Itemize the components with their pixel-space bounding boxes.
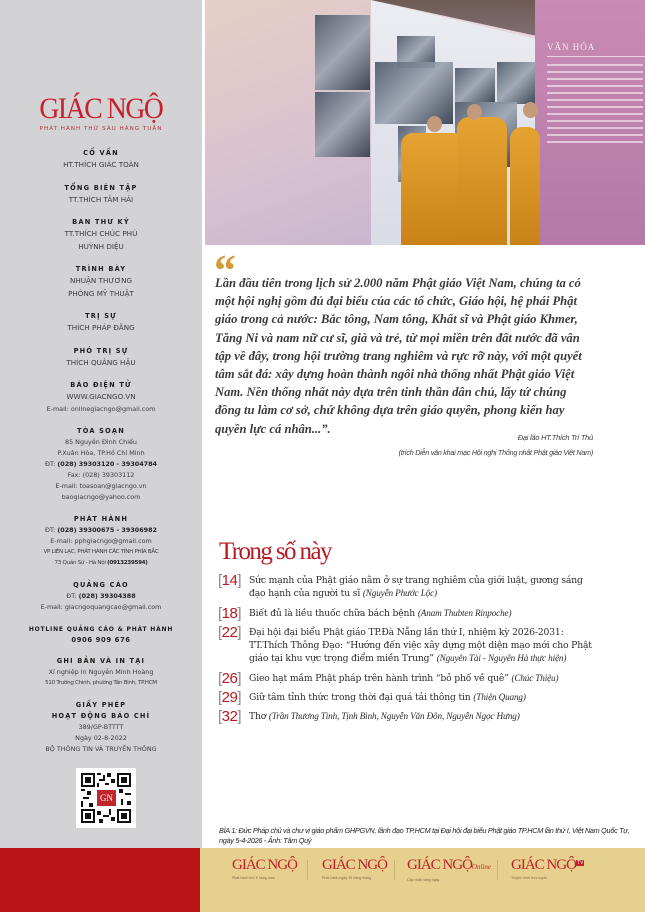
brand-tv[interactable] bbox=[511, 857, 584, 880]
toc-page-number: [32] bbox=[218, 708, 242, 726]
staff-pho-tri-su bbox=[0, 346, 202, 370]
brand-tagline: Truyền hình trực tuyến bbox=[511, 876, 548, 880]
red-band bbox=[0, 848, 200, 912]
toc-title: Trong số này bbox=[219, 538, 331, 565]
address: 73 Quán Sứ - Hà Nội bbox=[54, 559, 108, 566]
brand-divider bbox=[394, 860, 395, 880]
staff-ban-thu-ky bbox=[0, 217, 202, 253]
hotline-number: 0906 909 676 bbox=[71, 635, 131, 644]
staff-heading: BÁO ĐIỆN TỬ bbox=[70, 381, 132, 389]
toc-item[interactable] bbox=[218, 689, 598, 707]
staff-heading: PHÁT HÀNH bbox=[73, 514, 129, 523]
cover-photo bbox=[205, 0, 645, 245]
brand-online[interactable] bbox=[407, 857, 491, 882]
toc-item[interactable] bbox=[218, 604, 598, 622]
panel-divider bbox=[547, 56, 645, 57]
staff-heading: QUẢNG CÁO bbox=[73, 580, 129, 589]
quote-text: Lần đầu tiên trong lịch sử 2.000 năm Phật giáo Việt Nam, chúng ta có một hội nghị gồm đủ đại biểu của các tổ chức, Giáo hội, hệ phái Phật giáo trong cả nước: Bắc tông, Nam tông, Khất sĩ và Phật giáo Khmer, Tăng Ni và nam nữ cư sĩ, già và trẻ, từ mọi miền trên đất nước đã vân tập về đây, trong hội trường trang nghiêm và rực rỡ này, với một quyết tâm sắt đá: xây dựng hoàn thành ngôi nhà thống nhất Phật giáo Việt Nam. Nền thống nhất này dựa trên tinh thần dân chủ, lấy tứ chúng đồng tu làm cơ sở, chứ không dựa trên giáo quyền, phong kiến hay quyền lực cá nhân...”. bbox=[215, 276, 582, 436]
toc-item[interactable] bbox=[218, 708, 598, 726]
staff-line: TT.THÍCH CHÚC PHÚ bbox=[64, 229, 138, 238]
phone-label: ĐT: bbox=[45, 459, 58, 468]
toc-page-number: [14] bbox=[218, 572, 242, 589]
toc-item[interactable] bbox=[218, 574, 598, 601]
staff-heading: TRỊ SỰ bbox=[85, 312, 117, 320]
staff-heading: HOTLINE QUẢNG CÁO & PHÁT HÀNH bbox=[28, 625, 174, 633]
archival-photo bbox=[315, 15, 370, 90]
phone-number: (028) 39303120 - 39304784 bbox=[57, 459, 157, 468]
staff-heading: HOẠT ĐỘNG BÁO CHÍ bbox=[51, 711, 151, 720]
staff-heading: TÒA SOẠN bbox=[77, 426, 125, 435]
staff-giay-phep bbox=[0, 700, 202, 755]
brand-logo: GIÁC NGỘ bbox=[322, 857, 387, 873]
staff-line: PHÒNG MỸ THUẬT bbox=[68, 288, 134, 298]
brand-tagline: Phát hành ngày 15 hàng tháng bbox=[322, 876, 372, 880]
cover-caption: BÌA 1: Đức Pháp chủ và chư vị giáo phẩm GHPGVN, lãnh đạo TP.HCM tại Đại hội đại biểu Phật giáo TP.HCM lần thứ I, Việt Nam Quốc Tự, ngày 5-4-2026 - Ảnh: Tâm Quý bbox=[219, 826, 630, 845]
qr-badge: GN bbox=[97, 790, 116, 806]
toc-item[interactable] bbox=[218, 669, 598, 687]
brand-logo: GIÁC NGỘ bbox=[232, 857, 297, 873]
table-of-contents bbox=[218, 574, 598, 730]
brand-logo: GIÁC NGỘOnline bbox=[407, 857, 491, 873]
toc-item-title: Gieo hạt mầm Phật pháp trên hành trình “bỏ phố về quê” (Chúc Thiệu) bbox=[249, 672, 559, 684]
staff-tri-su bbox=[0, 311, 202, 335]
panel-text-lines bbox=[547, 64, 643, 148]
staff-line: NHUẬN THƯƠNG bbox=[69, 276, 133, 285]
toc-item[interactable] bbox=[218, 623, 598, 666]
staff-line: THÍCH PHÁP ĐĂNG bbox=[67, 323, 135, 332]
staff-line: HT.THÍCH GIÁC TOÀN bbox=[63, 160, 139, 169]
staff-line: 510 Trường Chinh, phường Tân Bình, TP.HCM bbox=[45, 679, 157, 686]
staff-line: THÍCH QUẢNG HẬU bbox=[66, 357, 136, 367]
brand-logo: GIÁC NGỘTV bbox=[511, 857, 584, 873]
brand-divider bbox=[497, 860, 498, 880]
staff-list bbox=[0, 148, 202, 766]
tv-badge-icon: TV bbox=[576, 860, 584, 866]
archival-photo bbox=[497, 62, 535, 104]
toc-page-number: [22] bbox=[218, 623, 242, 641]
brand-weekly[interactable] bbox=[232, 857, 297, 880]
staff-line: HUỲNH DIỆU bbox=[78, 241, 124, 251]
masthead-sidebar bbox=[0, 0, 202, 848]
masthead-subtitle: PHÁT HÀNH THỨ SÁU HÀNG TUẦN bbox=[39, 126, 163, 132]
staff-tong-bien-tap bbox=[0, 183, 202, 207]
toc-page-number: [18] bbox=[218, 604, 242, 622]
archival-photo bbox=[375, 62, 453, 124]
staff-trinh-bay bbox=[0, 264, 202, 300]
monk-figure bbox=[457, 117, 507, 245]
toc-item-title: Đại hội đại biểu Phật giáo TP.Đà Nẵng lần thứ I, nhiệm kỳ 2026-2031: TT.Thích Thông Đạo: “Hướng đến việc xây dựng một diện mạo mới cho Phật giáo tại khu vực trọng điểm miền Trung” (Nguyên Tài - Nguyên Hà thực hiện) bbox=[249, 626, 592, 665]
toc-item-author: (Nguyên Tài - Nguyên Hà thực hiện) bbox=[436, 653, 567, 664]
staff-hotline bbox=[0, 624, 202, 645]
staff-line: 389/GP-BTTTT bbox=[78, 722, 124, 731]
toc-item-author: (Nguyễn Phước Lộc) bbox=[362, 588, 437, 599]
toc-item-title: Sức mạnh của Phật giáo nằm ở sự trang nghiêm của giới luật, gương sáng đạo hạnh của người tu sĩ (Nguyễn Phước Lộc) bbox=[249, 575, 583, 600]
email-link[interactable]: E-mail: pphgiacngo@gmail.com bbox=[50, 536, 152, 545]
phone-number: (028) 39300675 - 39306982 bbox=[57, 525, 157, 534]
masthead-logo bbox=[0, 94, 202, 132]
phone-label: ĐT: bbox=[66, 591, 79, 600]
toc-item-title: Biết đủ là liều thuốc chữa bách bệnh (Anam Thubten Rinpoche) bbox=[249, 607, 512, 619]
email-link[interactable]: E-mail: onlinegiacngo@gmail.com bbox=[46, 404, 156, 413]
monk-figure bbox=[510, 127, 540, 245]
email-link[interactable]: E-mail: toasoan@giacngo.vn bbox=[55, 481, 147, 490]
email-link[interactable]: baogiacngo@yahoo.com bbox=[61, 492, 141, 501]
monk-head bbox=[523, 102, 538, 118]
staff-line: BỘ THÔNG TIN VÀ TRUYỀN THÔNG bbox=[45, 744, 157, 753]
staff-ghi-ban bbox=[0, 656, 202, 689]
brand-divider bbox=[307, 860, 308, 880]
phone-line bbox=[0, 558, 202, 569]
monk-figure bbox=[401, 133, 465, 245]
brand-tagline: Phát hành thứ 6 hàng tuần bbox=[232, 876, 275, 880]
staff-heading: CỐ VẤN bbox=[83, 149, 119, 157]
phone-line bbox=[0, 525, 202, 536]
website-link[interactable]: WWW.GIACNGO.VN bbox=[66, 392, 136, 401]
phone-line bbox=[0, 591, 202, 602]
staff-heading: GHI BẢN VÀ IN TẠI bbox=[56, 656, 146, 665]
toc-page-number: [29] bbox=[218, 689, 242, 707]
masthead-title: GIÁC NGỘ bbox=[39, 92, 163, 125]
staff-toa-soan bbox=[0, 426, 202, 503]
toc-item-author: (Anam Thubten Rinpoche) bbox=[417, 607, 512, 618]
monk-head bbox=[467, 104, 482, 120]
quote-mark-icon: “ bbox=[214, 246, 236, 295]
staff-line: TT.THÍCH TÂM HẢI bbox=[68, 194, 134, 204]
staff-line: VP LIÊN LẠC, PHÁT HÀNH CÁC TỈNH PHÍA BẮC bbox=[43, 548, 159, 555]
staff-phat-hanh bbox=[0, 514, 202, 569]
email-link[interactable]: E-mail: giacngoquangcao@gmail.com bbox=[40, 602, 162, 611]
brand-suffix: Online bbox=[471, 863, 491, 871]
staff-heading: TRÌNH BÀY bbox=[75, 265, 127, 273]
qr-code[interactable] bbox=[76, 768, 136, 828]
staff-line: Ngày 02-8-2022 bbox=[75, 733, 127, 742]
toc-page-number: [26] bbox=[218, 669, 242, 687]
staff-line: Xí nghiệp in Nguyễn Minh Hoàng bbox=[48, 667, 154, 676]
toc-item-author: (Trần Thương Tình, Tịnh Bình, Nguyễn Văn Đôn, Nguyễn Ngọc Hưng) bbox=[268, 711, 520, 722]
staff-line: P.Xuân Hòa, TP.Hồ Chí Minh bbox=[57, 448, 145, 457]
toc-item-author: (Thiện Quang) bbox=[473, 692, 526, 703]
phone-line bbox=[0, 459, 202, 470]
toc-item-title: Thơ (Trần Thương Tình, Tịnh Bình, Nguyễn Văn Đôn, Nguyễn Ngọc Hưng) bbox=[249, 711, 520, 723]
quote-author: Đại lão HT.Thích Trí Thủ bbox=[517, 433, 593, 442]
quote-source: (trích Diễn văn khai mạc Hội nghị Thống nhất Phật giáo Việt Nam) bbox=[398, 448, 593, 457]
phone-number: (0913239594) bbox=[107, 559, 148, 566]
monk-head bbox=[427, 116, 442, 132]
staff-line: Fax: (028) 39303112 bbox=[67, 470, 135, 479]
phone-label: ĐT: bbox=[45, 525, 58, 534]
brand-monthly[interactable] bbox=[322, 857, 387, 880]
phone-number: (028) 39304388 bbox=[78, 591, 136, 600]
toc-item-title: Giữ tâm tỉnh thức trong thời đại quá tải thông tin (Thiện Quang) bbox=[249, 692, 526, 704]
staff-heading: BAN THƯ KÝ bbox=[72, 218, 130, 226]
exhibit-panel-title: VĂN HÓA bbox=[547, 42, 596, 52]
staff-quang-cao bbox=[0, 580, 202, 613]
toc-item-author: (Chúc Thiệu) bbox=[511, 672, 559, 683]
archival-photo bbox=[455, 68, 495, 102]
staff-co-van bbox=[0, 148, 202, 172]
staff-bao-dien-tu bbox=[0, 380, 202, 415]
staff-heading: PHÓ TRỊ SỰ bbox=[73, 346, 129, 355]
staff-heading: TỔNG BIÊN TẬP bbox=[64, 183, 138, 192]
staff-heading: GIẤY PHÉP bbox=[75, 700, 127, 709]
staff-line: 85 Nguyễn Đình Chiểu bbox=[65, 437, 137, 446]
archival-photo bbox=[315, 92, 370, 157]
brand-tagline: Cập nhật hàng ngày bbox=[407, 878, 440, 882]
